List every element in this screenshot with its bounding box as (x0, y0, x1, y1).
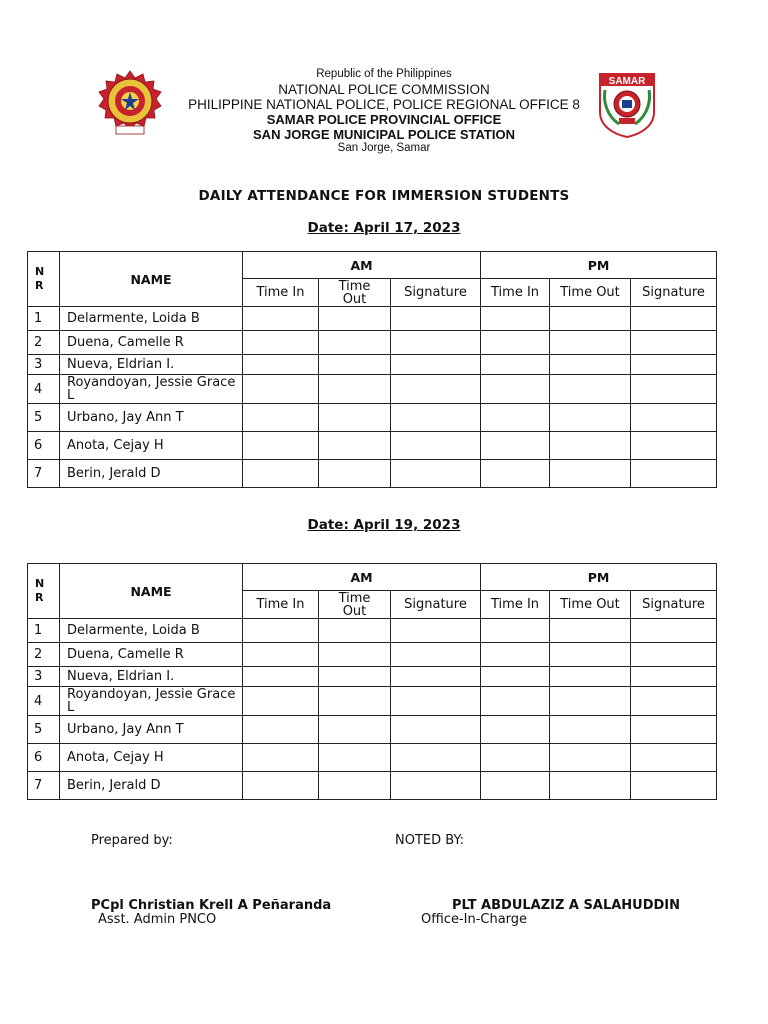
nr-header: N R (28, 564, 60, 619)
student-name: Delarmente, Loida B (60, 619, 243, 643)
nr-header: N R (28, 252, 60, 307)
pm-time-in-cell[interactable] (481, 355, 550, 375)
student-name: Berin, Jerald D (60, 460, 243, 488)
am-time-in-cell[interactable] (243, 460, 319, 488)
am-time-in-cell[interactable] (243, 404, 319, 432)
row-number: 4 (28, 687, 60, 716)
am-time-in-cell[interactable] (243, 432, 319, 460)
pm-time-out-cell[interactable] (550, 375, 631, 404)
student-name: Anota, Cejay H (60, 744, 243, 772)
pm-time-out-cell[interactable] (550, 744, 631, 772)
am-time-out-cell[interactable] (319, 375, 391, 404)
row-number: 5 (28, 716, 60, 744)
am-time-in-cell[interactable] (243, 375, 319, 404)
am-time-in-cell[interactable] (243, 687, 319, 716)
pm-time-in-cell[interactable] (481, 307, 550, 331)
am-time-out-cell[interactable] (319, 307, 391, 331)
row-number: 1 (28, 619, 60, 643)
pm-signature-cell[interactable] (631, 643, 717, 667)
pm-time-in-cell[interactable] (481, 667, 550, 687)
republic-line: Republic of the Philippines (316, 68, 452, 80)
noted-by-name: PLT ABDULAZIZ A SALAHUDDIN (452, 898, 681, 913)
student-name: Royandoyan, Jessie Grace L (60, 375, 243, 404)
provincial-office-line: SAMAR POLICE PROVINCIAL OFFICE (266, 112, 502, 127)
pm-time-in-cell[interactable] (481, 619, 550, 643)
am-time-out-cell[interactable] (319, 404, 391, 432)
pm-time-out-cell[interactable] (550, 667, 631, 687)
pm-time-in-cell[interactable] (481, 716, 550, 744)
am-time-in-cell[interactable] (243, 355, 319, 375)
pm-time-out-header: Time Out (550, 279, 631, 307)
am-time-out-cell[interactable] (319, 687, 391, 716)
row-number: 2 (28, 643, 60, 667)
prepared-by-label: Prepared by: (91, 833, 173, 848)
am-signature-cell[interactable] (391, 772, 481, 800)
row-number: 3 (28, 355, 60, 375)
student-name: Duena, Camelle R (60, 643, 243, 667)
am-time-in-cell[interactable] (243, 643, 319, 667)
row-number: 3 (28, 667, 60, 687)
am-signature-cell[interactable] (391, 460, 481, 488)
am-signature-cell[interactable] (391, 307, 481, 331)
pm-signature-cell[interactable] (631, 404, 717, 432)
am-time-out-header: Time Out (319, 591, 391, 619)
row-number: 7 (28, 772, 60, 800)
am-time-in-cell[interactable] (243, 716, 319, 744)
am-time-out-cell[interactable] (319, 643, 391, 667)
prepared-by-name: PCpl Christian Krell A Peñaranda (91, 898, 332, 913)
table-row (28, 307, 717, 331)
pm-time-out-cell[interactable] (550, 331, 631, 355)
am-signature-cell[interactable] (391, 404, 481, 432)
am-time-out-cell[interactable] (319, 744, 391, 772)
am-time-out-cell[interactable] (319, 460, 391, 488)
pm-header: PM (481, 564, 717, 591)
row-number: 4 (28, 375, 60, 404)
student-name: Anota, Cejay H (60, 432, 243, 460)
student-name: Urbano, Jay Ann T (60, 716, 243, 744)
table-row (28, 375, 717, 404)
pm-time-out-cell[interactable] (550, 716, 631, 744)
pm-signature-header: Signature (631, 591, 717, 619)
pm-time-in-cell[interactable] (481, 432, 550, 460)
pm-signature-cell[interactable] (631, 375, 717, 404)
pm-time-in-cell[interactable] (481, 375, 550, 404)
row-number: 2 (28, 331, 60, 355)
pm-signature-cell[interactable] (631, 772, 717, 800)
student-name: Duena, Camelle R (60, 331, 243, 355)
pm-time-out-cell[interactable] (550, 432, 631, 460)
row-number: 1 (28, 307, 60, 331)
am-header: AM (243, 252, 481, 279)
pm-time-out-cell[interactable] (550, 460, 631, 488)
table-row (28, 331, 717, 355)
am-time-out-cell[interactable] (319, 716, 391, 744)
am-signature-cell[interactable] (391, 375, 481, 404)
table-row (28, 432, 717, 460)
date-heading-1: Date: April 17, 2023 (307, 220, 461, 236)
am-time-in-cell[interactable] (243, 744, 319, 772)
am-time-out-cell[interactable] (319, 331, 391, 355)
am-time-out-cell[interactable] (319, 355, 391, 375)
am-time-in-cell[interactable] (243, 331, 319, 355)
table-row (28, 404, 717, 432)
pm-signature-cell[interactable] (631, 716, 717, 744)
pnp-region-line: PHILIPPINE NATIONAL POLICE, POLICE REGIONAL OFFICE 8 (188, 97, 580, 112)
pm-time-out-cell[interactable] (550, 687, 631, 716)
document-title: DAILY ATTENDANCE FOR IMMERSION STUDENTS (198, 188, 570, 204)
pm-time-in-cell[interactable] (481, 404, 550, 432)
am-time-in-header: Time In (243, 279, 319, 307)
student-name: Nueva, Eldrian I. (60, 667, 243, 687)
table-row (28, 772, 717, 800)
pm-time-in-cell[interactable] (481, 744, 550, 772)
am-signature-header: Signature (391, 279, 481, 307)
am-time-out-cell[interactable] (319, 772, 391, 800)
am-time-in-cell[interactable] (243, 619, 319, 643)
am-time-out-cell[interactable] (319, 619, 391, 643)
table-row (28, 355, 717, 375)
row-number: 6 (28, 432, 60, 460)
samar-badge-text: SAMAR (608, 76, 646, 87)
row-number: 7 (28, 460, 60, 488)
pm-time-in-cell[interactable] (481, 460, 550, 488)
name-header: NAME (60, 252, 243, 307)
location-line: San Jorge, Samar (337, 142, 431, 154)
napolcom-line: NATIONAL POLICE COMMISSION (278, 82, 490, 97)
date-heading-2: Date: April 19, 2023 (307, 517, 461, 533)
am-signature-cell[interactable] (391, 331, 481, 355)
pm-time-in-cell[interactable] (481, 687, 550, 716)
am-header: AM (243, 564, 481, 591)
am-time-in-cell[interactable] (243, 307, 319, 331)
pm-time-in-header: Time In (481, 279, 550, 307)
name-header: NAME (60, 564, 243, 619)
prepared-by-title: Asst. Admin PNCO (98, 912, 217, 927)
table-row (28, 716, 717, 744)
pm-signature-cell[interactable] (631, 744, 717, 772)
table-row (28, 460, 717, 488)
pm-signature-cell[interactable] (631, 331, 717, 355)
pm-time-in-cell[interactable] (481, 331, 550, 355)
student-name: Delarmente, Loida B (60, 307, 243, 331)
pm-time-out-cell[interactable] (550, 772, 631, 800)
pm-time-out-cell[interactable] (550, 307, 631, 331)
pm-signature-header: Signature (631, 279, 717, 307)
pm-signature-cell[interactable] (631, 667, 717, 687)
am-time-in-header: Time In (243, 591, 319, 619)
pm-signature-cell[interactable] (631, 355, 717, 375)
pm-signature-cell[interactable] (631, 460, 717, 488)
am-signature-cell[interactable] (391, 716, 481, 744)
student-name: Urbano, Jay Ann T (60, 404, 243, 432)
am-time-out-cell[interactable] (319, 667, 391, 687)
pm-signature-cell[interactable] (631, 307, 717, 331)
pm-time-out-cell[interactable] (550, 619, 631, 643)
am-signature-cell[interactable] (391, 643, 481, 667)
row-number: 6 (28, 744, 60, 772)
pm-header: PM (481, 252, 717, 279)
pm-time-in-cell[interactable] (481, 772, 550, 800)
pm-signature-cell[interactable] (631, 432, 717, 460)
pm-time-in-header: Time In (481, 591, 550, 619)
attendance-table-1 (27, 251, 717, 488)
table-row (28, 687, 717, 716)
am-signature-cell[interactable] (391, 355, 481, 375)
attendance-table-2 (27, 563, 717, 800)
pm-time-out-cell[interactable] (550, 643, 631, 667)
noted-by-label: NOTED BY: (395, 833, 465, 848)
table-row (28, 619, 717, 643)
student-name: Nueva, Eldrian I. (60, 355, 243, 375)
am-time-in-cell[interactable] (243, 667, 319, 687)
am-signature-header: Signature (391, 591, 481, 619)
am-signature-cell[interactable] (391, 432, 481, 460)
table-row (28, 744, 717, 772)
am-signature-cell[interactable] (391, 619, 481, 643)
student-name: Royandoyan, Jessie Grace L (60, 687, 243, 716)
pm-time-in-cell[interactable] (481, 643, 550, 667)
table-row (28, 667, 717, 687)
am-signature-cell[interactable] (391, 687, 481, 716)
row-number: 5 (28, 404, 60, 432)
noted-by-title: Office-In-Charge (421, 912, 528, 927)
am-signature-cell[interactable] (391, 744, 481, 772)
pm-time-out-header: Time Out (550, 591, 631, 619)
pm-signature-cell[interactable] (631, 619, 717, 643)
am-time-in-cell[interactable] (243, 772, 319, 800)
am-time-out-header: Time Out (319, 279, 391, 307)
am-signature-cell[interactable] (391, 667, 481, 687)
am-time-out-cell[interactable] (319, 432, 391, 460)
student-name: Berin, Jerald D (60, 772, 243, 800)
pm-time-out-cell[interactable] (550, 355, 631, 375)
pm-signature-cell[interactable] (631, 687, 717, 716)
municipal-station-line: SAN JORGE MUNICIPAL POLICE STATION (253, 127, 515, 142)
pm-time-out-cell[interactable] (550, 404, 631, 432)
table-row (28, 643, 717, 667)
